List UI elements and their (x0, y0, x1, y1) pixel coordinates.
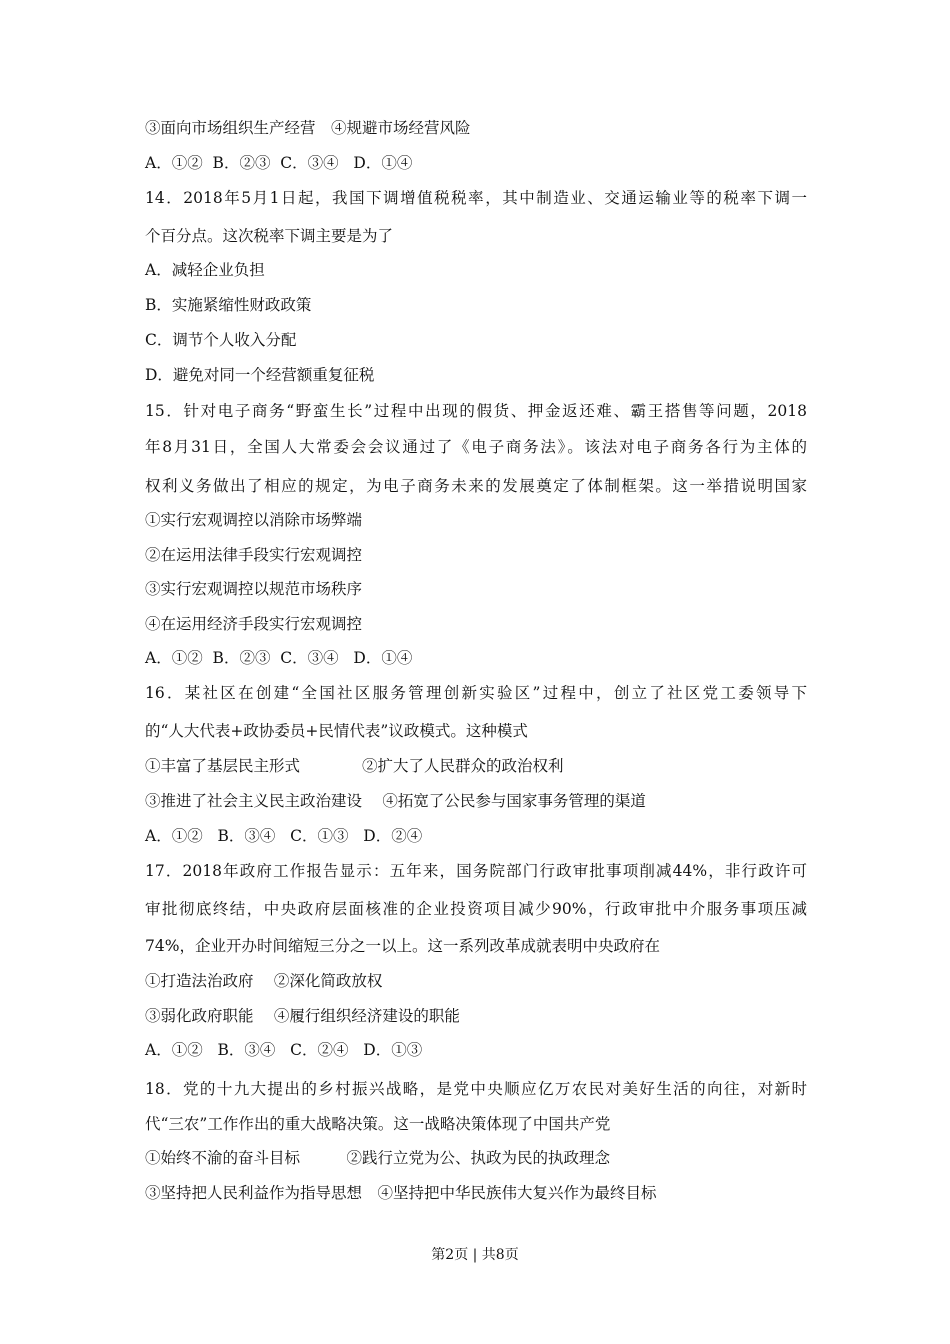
text-line: 权利义务做出了相应的规定，为电子商务未来的发展奠定了体制框架。这一举措说明国家 (145, 477, 807, 495)
text-line: 16．某社区在创建“全国社区服务管理创新实验区”过程中，创立了社区党工委领导下 (145, 684, 807, 702)
text-line: A．①② B．②③ C．③④ D．①④ (145, 649, 413, 667)
text-line: ①始终不渝的奋斗目标 ②践行立党为公、执政为民的执政理念 (145, 1149, 611, 1167)
text-line: ③实行宏观调控以规范市场秩序 (145, 580, 363, 598)
text-line: 审批彻底终结，中央政府层面核准的企业投资项目减少90%，行政审批中介服务事项压减 (145, 900, 807, 918)
page-footer: 第2页 | 共8页 (431, 1247, 519, 1263)
text-line: 代“三农”工作作出的重大战略决策。这一战略决策体现了中国共产党 (145, 1115, 611, 1133)
text-line: ①实行宏观调控以消除市场弊端 (145, 511, 363, 529)
text-line: 17．2018年政府工作报告显示：五年来，国务院部门行政审批事项削减44%，非行政许可 (145, 862, 807, 880)
text-line: C．调节个人收入分配 (145, 331, 297, 349)
text-line: A．①② B．③④ C．①③ D．②④ (145, 827, 423, 845)
text-line: ③坚持把人民利益作为指导思想 ④坚持把中华民族伟大复兴作为最终目标 (145, 1184, 657, 1202)
text-line: ③推进了社会主义民主政治建设 ④拓宽了公民参与国家事务管理的渠道 (145, 792, 646, 810)
text-line: B．实施紧缩性财政政策 (145, 296, 312, 314)
text-line: ③面向市场组织生产经营 ④规避市场经营风险 (145, 119, 471, 137)
text-line: 年8月31日，全国人大常委会会议通过了《电子商务法》。该法对电子商务各行为主体的 (145, 438, 807, 456)
text-line: A．减轻企业负担 (145, 261, 265, 279)
text-line: ②在运用法律手段实行宏观调控 (145, 546, 363, 564)
text-line: 的“人大代表+政协委员+民情代表”议政模式。这种模式 (145, 722, 528, 740)
text-line: D．避免对同一个经营额重复征税 (145, 366, 375, 384)
text-line: 个百分点。这次税率下调主要是为了 (145, 227, 394, 245)
text-line: ③弱化政府职能 ④履行组织经济建设的职能 (145, 1007, 460, 1025)
text-line: ④在运用经济手段实行宏观调控 (145, 615, 363, 633)
text-line: ①丰富了基层民主形式 ②扩大了人民群众的政治权利 (145, 757, 564, 775)
text-line: A．①② B．③④ C．②④ D．①③ (145, 1041, 423, 1059)
text-line: 18．党的十九大提出的乡村振兴战略，是党中央顺应亿万农民对美好生活的向往，对新时 (145, 1080, 807, 1098)
text-line: ①打造法治政府 ②深化简政放权 (145, 972, 383, 990)
text-line: 15．针对电子商务“野蛮生长”过程中出现的假货、押金返还难、霸王搭售等问题，2018 (145, 402, 807, 420)
text-line: A．①② B．②③ C．③④ D．①④ (145, 154, 413, 172)
text-line: 14．2018年5月1日起，我国下调增值税税率，其中制造业、交通运输业等的税率下调一 (145, 189, 807, 207)
text-line: 74%，企业开办时间缩短三分之一以上。这一系列改革成就表明中央政府在 (145, 937, 660, 955)
